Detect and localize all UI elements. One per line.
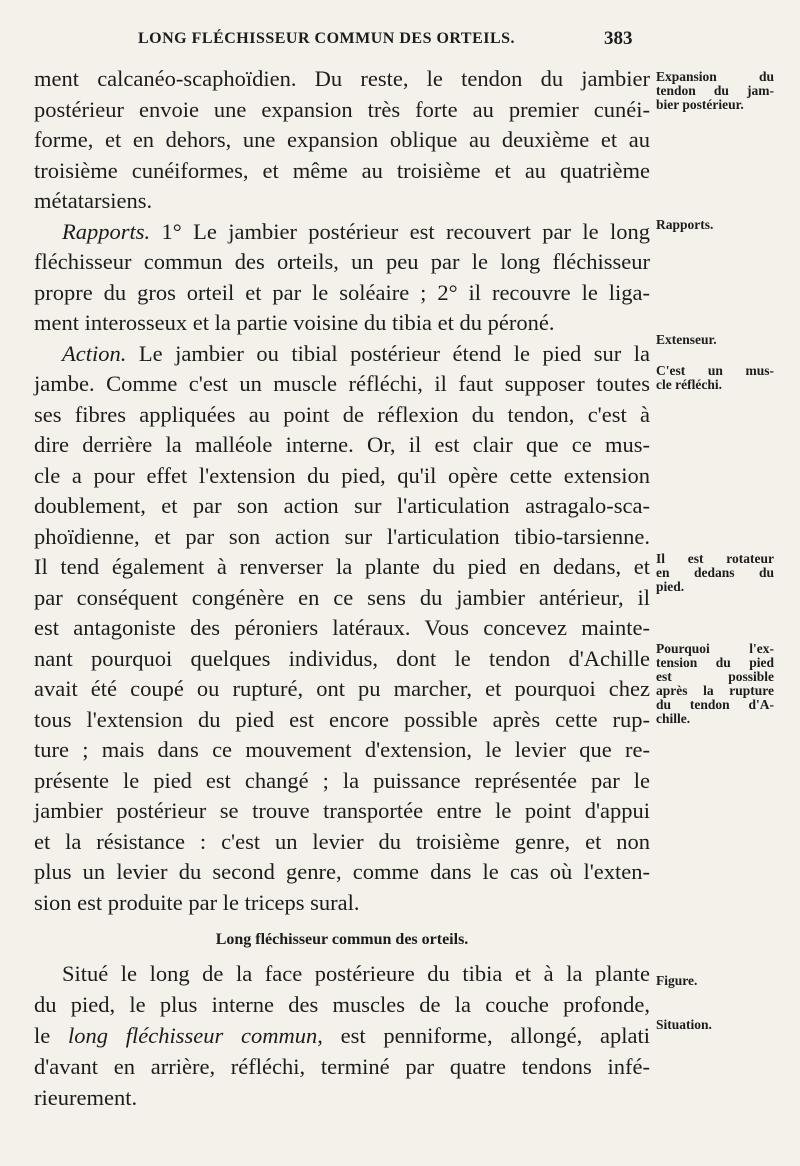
margin-note-line: Pourquoi l'ex- bbox=[656, 641, 774, 656]
text-line: du pied, le plus interne des muscles de la couche profonde, bbox=[34, 991, 650, 1017]
margin-note-extenseur bbox=[656, 333, 774, 347]
text-line: rieurement. bbox=[34, 1084, 138, 1110]
text-line: métatarsiens. bbox=[34, 188, 153, 213]
section-long-flechisseur bbox=[34, 959, 650, 1114]
margin-note-line: tension du pied bbox=[656, 655, 774, 670]
text-line: Il tend également à renverser la plante du pied en dedans, et bbox=[34, 554, 650, 579]
text-line: fléchisseur commun des orteils, un peu par le long fléchisseur bbox=[34, 249, 650, 274]
text-line-with-italic bbox=[34, 1021, 650, 1052]
bleed-through-shading bbox=[676, 160, 796, 860]
margin-note-pourquoi bbox=[656, 642, 774, 726]
text-line: cle a pour effet l'extension du pied, qu'il opère cette extension bbox=[34, 462, 650, 488]
text-line: Le jambier ou tibial postérieur étend le pied sur la bbox=[138, 340, 650, 366]
margin-note-line: pied. bbox=[656, 579, 685, 594]
text-line: est antagoniste des péroniers latéraux. Vous concevez mainte- bbox=[34, 615, 650, 640]
text-line: par conséquent congénère en ce sens du jambier antérieur, il bbox=[34, 584, 650, 610]
text-line: ses fibres appliquées au point de réflexion du tendon, c'est à bbox=[34, 401, 650, 427]
margin-note-line: Il est rotateur bbox=[656, 551, 774, 566]
section-heading: Long fléchisseur commun des orteils. bbox=[215, 931, 469, 948]
text-line: doublement, et par son action sur l'articulation astragalo-sca- bbox=[34, 493, 650, 518]
margin-note-line: chille. bbox=[656, 711, 691, 726]
margin-note-figure bbox=[656, 974, 774, 988]
margin-note-line: après la rupture bbox=[656, 683, 774, 698]
margin-note-line: en dedans du bbox=[656, 565, 774, 580]
text-line: et la résistance : c'est un levier du troisième genre, et non bbox=[34, 828, 650, 854]
paragraph-label: Rapports. bbox=[62, 218, 151, 244]
margin-note-expansion bbox=[656, 70, 774, 112]
text-line: Situé le long de la face postérieure du tibia et à la plante bbox=[62, 960, 650, 986]
text-line: plus un levier du second genre, comme dans le cas où l'exten- bbox=[34, 859, 650, 884]
text-line: troisième cunéiformes, et même au troisième et au quatrième bbox=[34, 157, 650, 183]
text-line: sion est produite par le triceps sural. bbox=[34, 889, 360, 915]
text-line: forme, et en dehors, une expansion oblique au deuxième et au bbox=[34, 127, 650, 152]
text-line: ture ; mais dans ce mouvement d'extension, le levier que re- bbox=[34, 737, 650, 762]
margin-note-line: C'est un mus- bbox=[656, 363, 774, 378]
text-fragment: , est penniforme, allongé, aplati bbox=[317, 1022, 650, 1048]
margin-note-rotateur bbox=[656, 552, 774, 594]
text-line: présente le pied est changé ; la puissance représentée par le bbox=[34, 767, 650, 793]
margin-note-line: Rapports. bbox=[656, 217, 714, 232]
text-line: postérieur envoie une expansion très forte au premier cunéi- bbox=[34, 96, 650, 122]
running-title: LONG FLÉCHISSEUR COMMUN DES ORTEILS. bbox=[138, 30, 516, 47]
margin-note-line: est possible bbox=[656, 669, 774, 684]
text-line: propre du gros orteil et par le soléaire ; 2° il recouvre le liga- bbox=[34, 279, 650, 305]
margin-note-line: tendon du jam- bbox=[656, 83, 774, 98]
paragraph-action bbox=[34, 339, 650, 370]
margin-note-line: Expansion du bbox=[656, 69, 774, 84]
text-line: dire derrière la malléole interne. Or, il est clair que ce mus- bbox=[34, 432, 650, 457]
text-line: ment calcanéo-scaphoïdien. Du reste, le tendon du jambier bbox=[34, 66, 650, 91]
main-text-column bbox=[34, 64, 650, 1114]
margin-note-line: Figure. bbox=[656, 973, 698, 988]
text-line: phoïdienne, et par son action sur l'articulation tibio-tarsienne. bbox=[34, 523, 650, 549]
margin-note-line: bier postérieur. bbox=[656, 97, 744, 112]
text-fragment: le bbox=[34, 1022, 51, 1048]
text-line: tous l'extension du pied est encore possible après cette rup- bbox=[34, 706, 650, 732]
paragraph-label: Action. bbox=[62, 340, 127, 366]
text-line: nant pourquoi quelques individus, dont le tendon d'Achille bbox=[34, 645, 650, 671]
text-line: ment interosseux et la partie voisine du tibia et du péroné. bbox=[34, 310, 555, 335]
text-line: d'avant en arrière, réfléchi, terminé par quatre tendons infé- bbox=[34, 1053, 650, 1079]
italic-term: long fléchisseur commun bbox=[68, 1022, 318, 1048]
margin-note-muscle-reflechi bbox=[656, 364, 774, 392]
margin-note-line: du tendon d'A- bbox=[656, 697, 774, 712]
page-number: 383 bbox=[604, 28, 633, 49]
paragraph-rapports bbox=[34, 217, 650, 248]
margin-note-situation bbox=[656, 1018, 774, 1032]
text-line: avait été coupé ou rupturé, ont pu marcher, et pourquoi chez bbox=[34, 676, 650, 701]
text-line: 1° Le jambier postérieur est recouvert par le long bbox=[161, 218, 651, 244]
margin-note-line: Extenseur. bbox=[656, 332, 717, 347]
text-line: jambe. Comme c'est un muscle réfléchi, il faut supposer toutes bbox=[34, 371, 650, 396]
margin-note-rapports bbox=[656, 218, 774, 232]
margin-note-line: Situation. bbox=[656, 1017, 712, 1032]
margin-note-line: cle réfléchi. bbox=[656, 377, 722, 392]
text-line: jambier postérieur se trouve transportée entre le point d'appui bbox=[34, 798, 650, 823]
